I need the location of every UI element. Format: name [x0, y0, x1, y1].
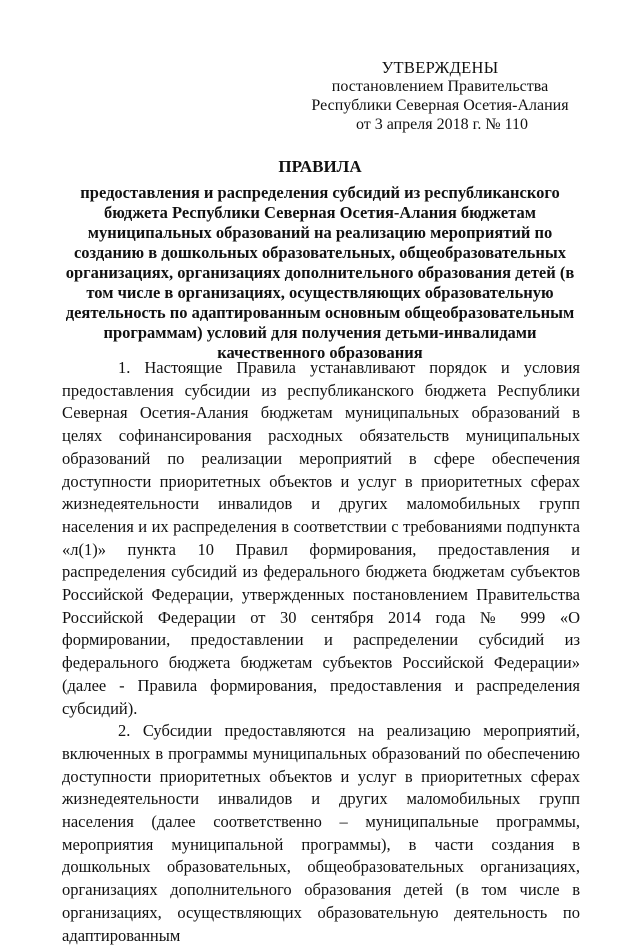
paragraph-2: 2. Субсидии предоставляются на реализацию мероприятий, включенных в программы муниципальных образований по обеспечению доступности приоритетных объектов и услуг в приоритетных сферах жизнедеятельности инвалидов и других маломобильных групп населения (далее соответственно – муниципальные программы, мероприятия муниципальной программы), в части создания в дошкольных образовательных, общеобразовательных организациях, организациях дополнительного образования детей (в том числе в организациях, осуществляющих образовательную деятельность по адаптированным: [62, 721, 580, 945]
approval-line-2: Республики Северная Осетия-Алания: [311, 97, 569, 114]
approval-date-line: от 3 апреля 2018 г. № 110: [355, 116, 529, 133]
approval-stamp-block: [290, 58, 590, 134]
heading-text: предоставления и распределения субсидий из республиканского бюджета Республики Северная Осетия-Алания бюджетам муниципальных образований на реализацию мероприятий по созданию в дошкольных образовательных, общеобразовательных организациях, организациях дополнительного образования детей (в том числе в организациях, осуществляющих образовательную деятельность по адаптированным основным общеобразовательным программам) условий для получения детьми-инвалидами качественного образования: [65, 183, 575, 362]
document-heading: [60, 157, 580, 363]
heading-word: ПРАВИЛА: [278, 157, 362, 176]
approval-line-1: постановлением Правительства: [331, 78, 549, 95]
document-body: [62, 357, 580, 947]
paragraph-1: 1. Настоящие Правила устанавливают порядок и условия предоставления субсидии из республиканского бюджета Республики Северная Осетия-Алания бюджетам муниципальных образований в целях софинансирования расходных обязательств муниципальных образований по реализации мероприятий в сфере обеспечения доступности приоритетных объектов и услуг в приоритетных сферах жизнедеятельности инвалидов и других маломобильных групп населения и их распределения в соответствии с требованиями подпункта «л(1)» пункта 10 Правил формирования, предоставления и распределения субсидий из федерального бюджета бюджетам субъектов Российской Федерации, утвержденных постановлением Правительства Российской Федерации от 30 сентября 2014 года № 999 «О формировании, предоставлении и распределении субсидий из федерального бюджета бюджетам субъектов Российской Федерации» (далее - Правила формирования, предоставления и распределения субсидий).: [62, 358, 580, 718]
approval-title: УТВЕРЖДЕНЫ: [381, 58, 499, 77]
